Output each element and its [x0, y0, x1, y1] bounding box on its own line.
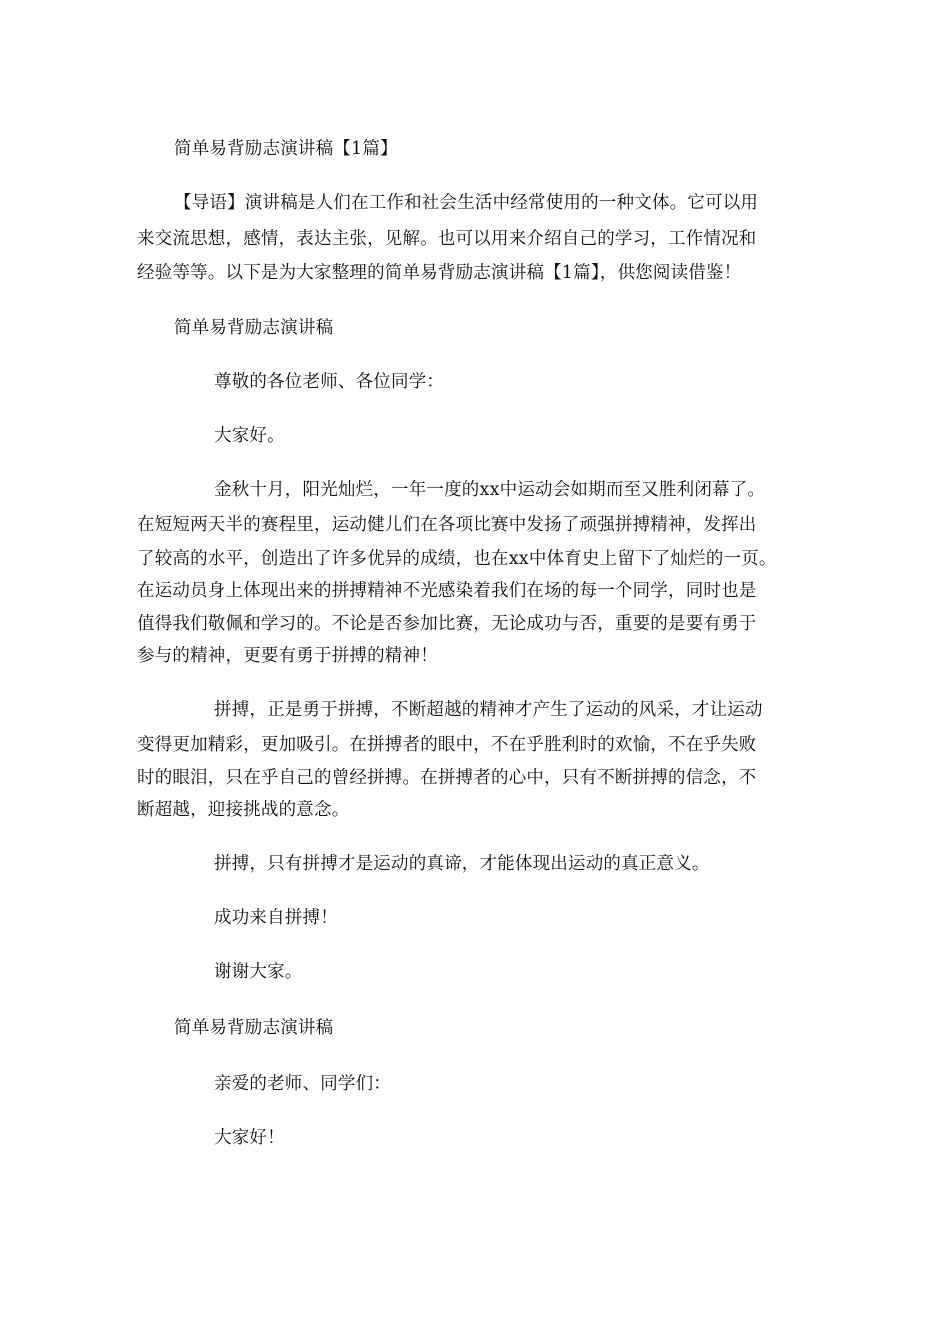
- section1-para2-line-3: 时的眼泪，只在乎自己的曾经拼搏。在拼搏者的心中，只有不断拼搏的信念，不: [137, 768, 757, 788]
- section2-heading: 简单易背励志演讲稿: [174, 1018, 334, 1038]
- section1-para2-line-2: 变得更加精彩，更加吸引。在拼搏者的眼中，不在乎胜利时的欢愉，不在乎失败: [137, 735, 757, 755]
- section1-para1-line-1: 金秋十月，阳光灿烂，一年一度的xx中运动会如期而至又胜利闭幕了。: [214, 480, 766, 500]
- intro-line-1: 【导语】演讲稿是人们在工作和社会生活中经常使用的一种文体。它可以用: [174, 193, 759, 213]
- section1-para2-line-4: 断超越，迎接挑战的意念。: [137, 800, 350, 820]
- intro-line-2: 来交流思想，感情，表达主张，见解。也可以用来介绍自己的学习，工作情况和: [137, 229, 757, 249]
- section1-closing: 谢谢大家。: [214, 962, 303, 982]
- section1-para3: 拼搏，只有拼搏才是运动的真谛，才能体现出运动的真正意义。: [214, 854, 710, 874]
- section1-para1-line-6: 参与的精神，更要有勇于拼搏的精神！: [137, 646, 438, 666]
- section2-salutation: 亲爱的老师、同学们：: [214, 1074, 391, 1094]
- section1-para1-line-2: 在短短两天半的赛程里，运动健儿们在各项比赛中发扬了顽强拼搏精神，发挥出: [137, 515, 757, 535]
- section1-para1-line-5: 值得我们敬佩和学习的。不论是否参加比赛，无论成功与否，重要的是要有勇于: [137, 614, 757, 634]
- section1-heading: 简单易背励志演讲稿: [174, 318, 334, 338]
- section1-para4: 成功来自拼搏！: [214, 908, 338, 928]
- section1-para1-line-3: 了较高的水平，创造出了许多优异的成绩，也在xx中体育史上留下了灿烂的一页。: [137, 549, 777, 569]
- section1-greeting: 大家好。: [214, 426, 285, 446]
- section2-greeting: 大家好！: [214, 1128, 285, 1148]
- document-title: 简单易背励志演讲稿【1篇】: [174, 139, 398, 159]
- section1-para1-line-4: 在运动员身上体现出来的拼搏精神不光感染着我们在场的每一个同学，同时也是: [137, 581, 757, 601]
- section1-para2-line-1: 拼搏，正是勇于拼搏，不断超越的精神才产生了运动的风采，才让运动: [214, 700, 763, 720]
- section1-salutation: 尊敬的各位老师、各位同学：: [214, 372, 445, 392]
- intro-line-3: 经验等等。以下是为大家整理的简单易背励志演讲稿【1篇】，供您阅读借鉴！: [137, 263, 742, 283]
